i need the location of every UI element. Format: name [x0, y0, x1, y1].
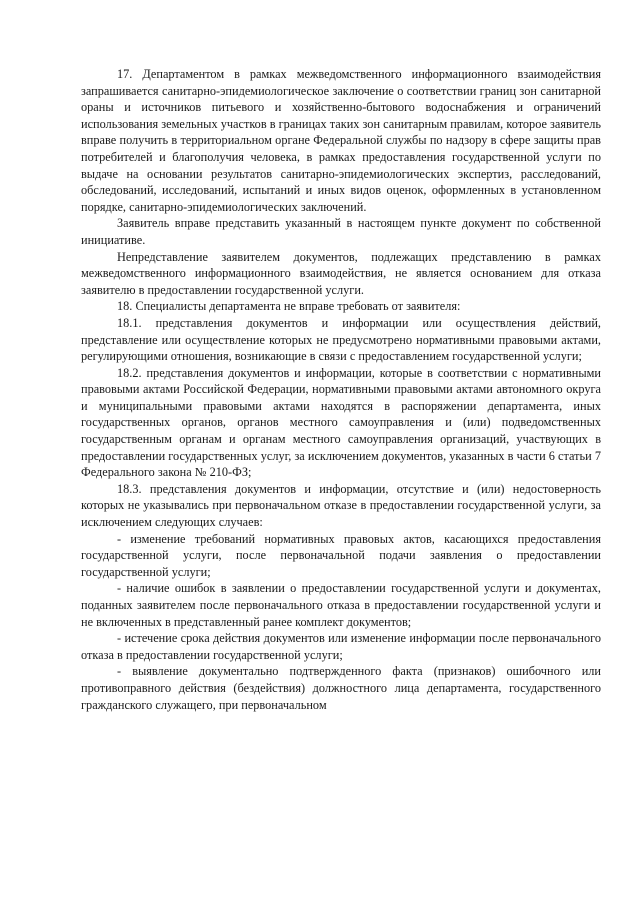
paragraph-17: 17. Департаментом в рамках межведомственного информационного взаимодействия запрашивается санитарно-эпидемиологическое заключение о соответствии границ зон санитарной ораны и источников питьевого и хозяйственно-бытового водоснабжения и ограничений использования земельных участков в границах таких зон санитарным правилам, которое заявитель вправе получить в территориальном органе Федеральной службы по надзору в сфере защиты прав потребителей и благополучия человека, в рамках предоставления государственной услуги по выдаче на основании результатов санитарно-эпидемиологических экспертиз, расследований, обследований, исследований, испытаний и иных видов оценок, оформленных в установленном порядке, санитарно-эпидемиологических заключений.: [81, 67, 601, 214]
paragraph-18: 18. Специалисты департамента не вправе требовать от заявителя:: [117, 299, 461, 314]
list-item-expiry: - истечение срока действия документов или изменение информации после первоначального отказа в предоставлении государственной услуги;: [81, 631, 601, 662]
list-item-requirements-change: - изменение требований нормативных правовых актов, касающихся предоставления государственной услуги, после первоначальной подачи заявления о предоставлении государственной услуги;: [81, 531, 601, 579]
paragraph-18-3: 18.3. представления документов и информации, отсутствие и (или) недостоверность которых не указывались при первоначальном отказе в предоставлении государственной услуги, за исключением следующих случаев:: [81, 481, 601, 530]
paragraph-non-submission: Непредставление заявителем документов, подлежащих представлению в рамках межведомственного информационного взаимодействия, не является основанием для отказа заявителю в предоставлении государственной услуги.: [81, 249, 601, 297]
document-body: [81, 66, 601, 713]
paragraph-applicant-right: Заявитель вправе представить указанный в настоящем пункте документ по собственной инициативе.: [81, 216, 601, 247]
list-item-misconduct: - выявление документально подтвержденного факта (признаков) ошибочного или противоправного действия (бездействия) должностного лица департамента, государственного гражданского служащего, при первоначальном: [81, 664, 601, 712]
paragraph-18-1: 18.1. представления документов и информации или осуществления действий, представление или осуществление которых не предусмотрено нормативными правовыми актами, регулирующими отношения, возникающие в связи с предоставлением государственной услуги;: [81, 315, 601, 364]
paragraph-18-2: 18.2. представления документов и информации, которые в соответствии с нормативными правовыми актами Российской Федерации, нормативными правовыми актами автономного округа и муниципальными правовыми актами находятся в распоряжении департамента, иных государственных органов, органов местного самоуправления и (или) подведомственных государственным органам и органам местного самоуправления организаций, участвующих в предоставлении государственных услуг, за исключением документов, указанных в части 6 статьи 7 Федерального закона № 210-ФЗ;: [81, 365, 601, 480]
list-item-errors: - наличие ошибок в заявлении о предоставлении государственной услуги и документах, поданных заявителем после первоначального отказа в предоставлении государственной услуги и не включенных в представленный ранее комплект документов;: [81, 581, 601, 629]
